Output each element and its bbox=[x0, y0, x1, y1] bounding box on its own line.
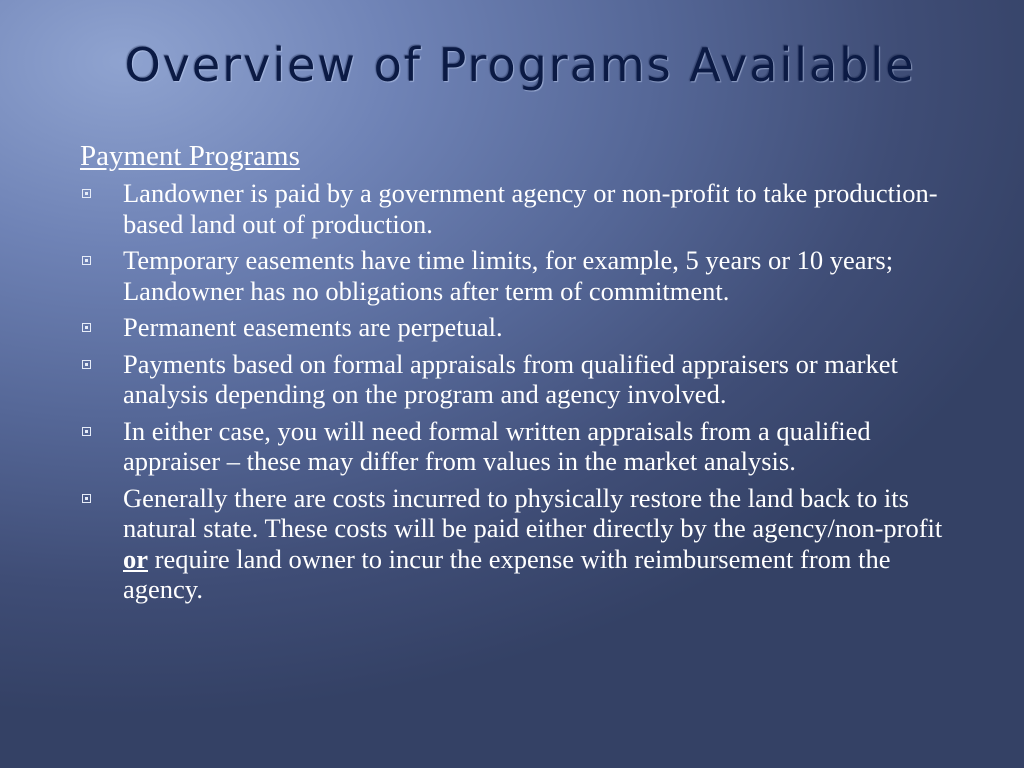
square-bullet-icon bbox=[82, 256, 91, 265]
square-bullet-icon bbox=[82, 323, 91, 332]
bullet-item bbox=[80, 483, 970, 605]
bullet-item bbox=[80, 416, 970, 477]
bullet-text-end: require land owner to incur the expense with reimbursement from the agency. bbox=[123, 543, 891, 604]
square-bullet-icon bbox=[82, 494, 91, 503]
bullet-item bbox=[80, 312, 970, 343]
slide-title: Overview of Programs Available bbox=[124, 38, 916, 92]
bullet-item bbox=[80, 245, 970, 306]
square-bullet-icon bbox=[82, 360, 91, 369]
section-heading: Payment Programs bbox=[80, 140, 300, 172]
slide-content bbox=[80, 138, 970, 611]
square-bullet-icon bbox=[82, 189, 91, 198]
emphasis-or: or bbox=[123, 543, 149, 574]
bullet-text-start: Generally there are costs incurred to physically restore the land back to its natural state. These costs will be paid either directly by the agency/non-profit bbox=[123, 482, 943, 543]
bullet-list bbox=[80, 178, 970, 605]
bullet-text: Landowner is paid by a government agency or non-profit to take production-based land out of production. bbox=[123, 178, 938, 239]
bullet-text: In either case, you will need formal written appraisals from a qualified appraiser – these may differ from values in the market analysis. bbox=[123, 415, 871, 476]
bullet-text: Permanent easements are perpetual. bbox=[123, 312, 503, 342]
square-bullet-icon bbox=[82, 427, 91, 436]
bullet-text: Payments based on formal appraisals from qualified appraisers or market analysis depending on the program and agency involved. bbox=[123, 348, 898, 409]
bullet-item bbox=[80, 349, 970, 410]
bullet-item bbox=[80, 178, 970, 239]
bullet-text: Temporary easements have time limits, for example, 5 years or 10 years; Landowner has no obligations after term of commitment. bbox=[123, 245, 894, 306]
bullet-text bbox=[123, 483, 942, 605]
